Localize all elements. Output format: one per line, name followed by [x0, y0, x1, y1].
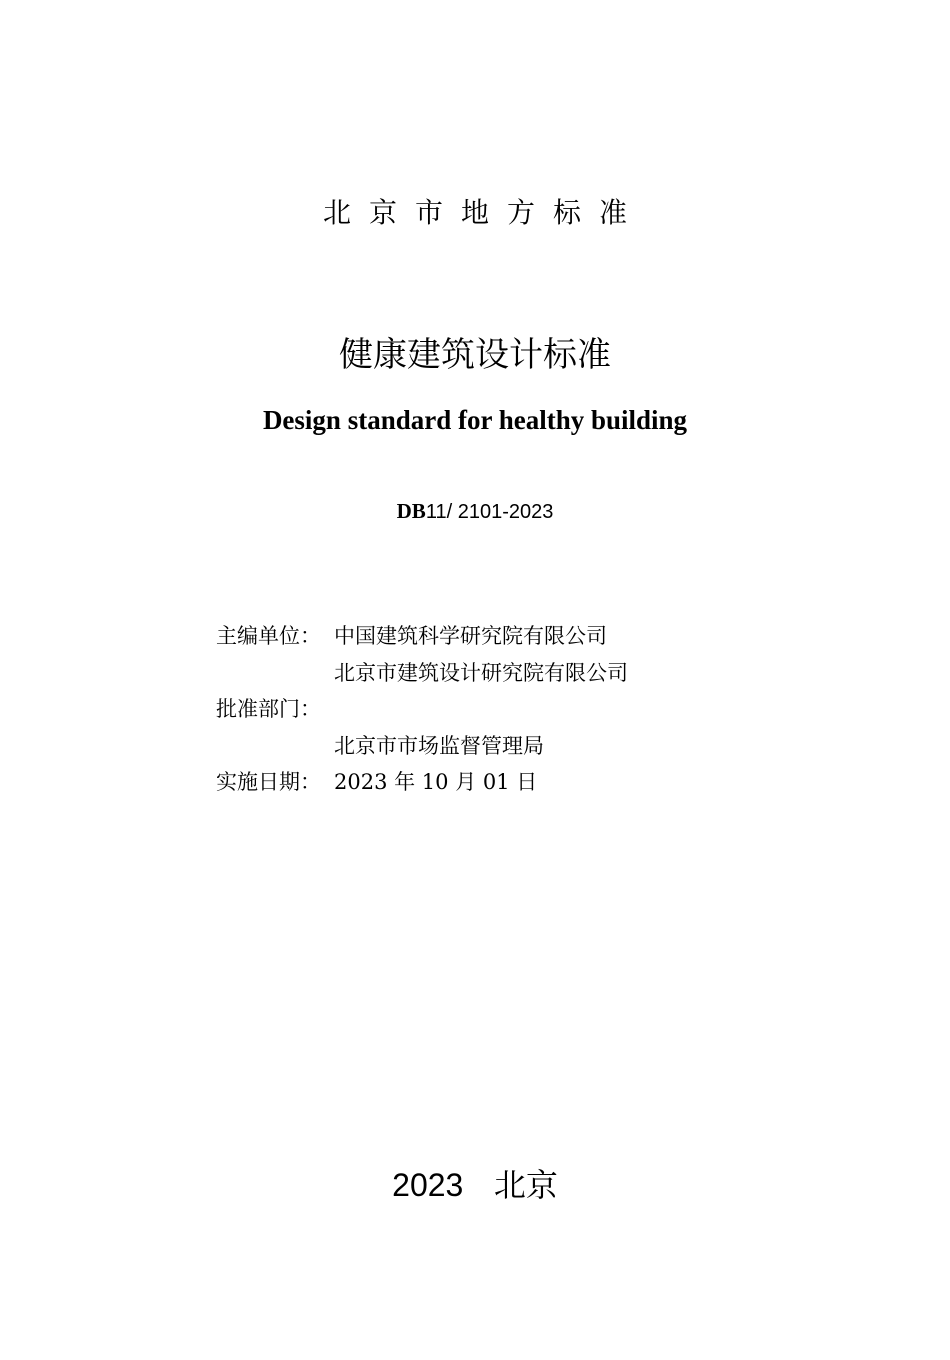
- footer-place: 北京: [493, 1166, 558, 1204]
- editor-row: [216, 618, 816, 655]
- footer-year: 2023: [392, 1167, 464, 1203]
- implementation-date: 2023 年 10 月 01 日: [334, 770, 538, 794]
- standard-number-prefix: DB: [396, 499, 426, 523]
- editor-row-2: [216, 655, 816, 692]
- editor-unit-2: 北京市建筑设计研究院有限公司: [334, 660, 628, 685]
- standard-number-code: 11/ 2101-2023: [425, 501, 554, 523]
- standard-category: 北京市地方标准: [322, 196, 645, 229]
- approver-value-row: [216, 728, 816, 765]
- editor-unit-1: 中国建筑科学研究院有限公司: [334, 624, 607, 648]
- approving-department: 北京市市场监督管理局: [334, 733, 544, 758]
- document-title-chinese: 健康建筑设计标准: [339, 335, 611, 375]
- editor-label: 主编单位：: [216, 624, 321, 648]
- footer-year-place: [0, 1162, 950, 1208]
- approver-row: [216, 691, 816, 728]
- standard-number: [0, 496, 950, 527]
- date-label: 实施日期：: [216, 770, 321, 794]
- document-title-english: Design standard for healthy building: [262, 405, 688, 435]
- approver-empty: [334, 691, 816, 728]
- date-row: [216, 764, 816, 801]
- empty-label: [216, 655, 334, 692]
- publication-info: [216, 618, 816, 801]
- approver-label: 批准部门：: [216, 697, 321, 721]
- empty-label: [216, 728, 334, 765]
